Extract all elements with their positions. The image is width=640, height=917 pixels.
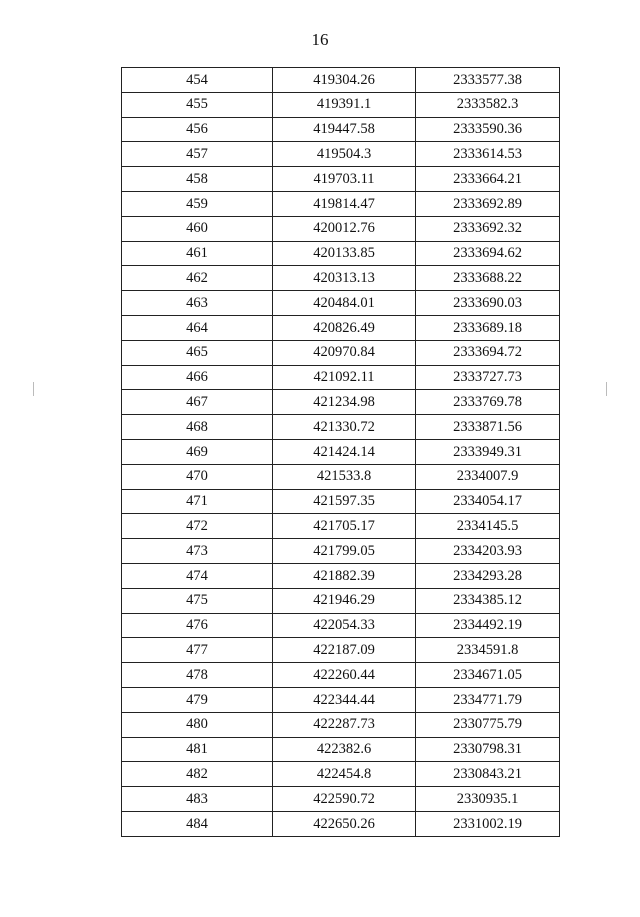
point-number-cell: 482 [122,762,273,787]
x-coordinate-cell: 422054.33 [273,613,416,638]
x-coordinate-cell: 419703.11 [273,167,416,192]
y-coordinate-cell: 2333949.31 [416,439,560,464]
coordinates-table [121,67,560,837]
table-row [122,712,560,737]
y-coordinate-cell: 2334591.8 [416,638,560,663]
y-coordinate-cell: 2333582.3 [416,92,560,117]
table-row [122,687,560,712]
table-row [122,142,560,167]
y-coordinate-cell: 2333727.73 [416,365,560,390]
table-row [122,315,560,340]
y-coordinate-cell: 2333694.62 [416,241,560,266]
point-number-cell: 457 [122,142,273,167]
table-row [122,737,560,762]
point-number-cell: 460 [122,216,273,241]
point-number-cell: 458 [122,167,273,192]
table-row [122,340,560,365]
point-number-cell: 469 [122,439,273,464]
point-number-cell: 461 [122,241,273,266]
x-coordinate-cell: 419391.1 [273,92,416,117]
x-coordinate-cell: 421092.11 [273,365,416,390]
y-coordinate-cell: 2334492.19 [416,613,560,638]
x-coordinate-cell: 421533.8 [273,464,416,489]
x-coordinate-cell: 421882.39 [273,563,416,588]
point-number-cell: 479 [122,687,273,712]
y-coordinate-cell: 2334385.12 [416,588,560,613]
x-coordinate-cell: 421424.14 [273,439,416,464]
y-coordinate-cell: 2333688.22 [416,266,560,291]
point-number-cell: 454 [122,68,273,93]
x-coordinate-cell: 422344.44 [273,687,416,712]
y-coordinate-cell: 2333690.03 [416,291,560,316]
table-row [122,365,560,390]
x-coordinate-cell: 422650.26 [273,811,416,836]
table-row [122,663,560,688]
point-number-cell: 481 [122,737,273,762]
y-coordinate-cell: 2334145.5 [416,514,560,539]
table-row [122,588,560,613]
table-row [122,291,560,316]
x-coordinate-cell: 420970.84 [273,340,416,365]
x-coordinate-cell: 420133.85 [273,241,416,266]
point-number-cell: 466 [122,365,273,390]
point-number-cell: 468 [122,415,273,440]
table-row [122,787,560,812]
point-number-cell: 463 [122,291,273,316]
table-row [122,439,560,464]
x-coordinate-cell: 421799.05 [273,539,416,564]
table-row [122,68,560,93]
point-number-cell: 483 [122,787,273,812]
point-number-cell: 484 [122,811,273,836]
table-row [122,638,560,663]
x-coordinate-cell: 419447.58 [273,117,416,142]
x-coordinate-cell: 421330.72 [273,415,416,440]
left-margin-mark [33,382,34,396]
x-coordinate-cell: 422287.73 [273,712,416,737]
right-margin-mark [606,382,607,396]
point-number-cell: 478 [122,663,273,688]
x-coordinate-cell: 420012.76 [273,216,416,241]
table-row [122,762,560,787]
point-number-cell: 472 [122,514,273,539]
x-coordinate-cell: 422590.72 [273,787,416,812]
table-row [122,489,560,514]
x-coordinate-cell: 421705.17 [273,514,416,539]
table-row [122,241,560,266]
y-coordinate-cell: 2333664.21 [416,167,560,192]
y-coordinate-cell: 2334203.93 [416,539,560,564]
y-coordinate-cell: 2333614.53 [416,142,560,167]
y-coordinate-cell: 2334293.28 [416,563,560,588]
point-number-cell: 475 [122,588,273,613]
table-row [122,390,560,415]
point-number-cell: 465 [122,340,273,365]
y-coordinate-cell: 2330775.79 [416,712,560,737]
y-coordinate-cell: 2333769.78 [416,390,560,415]
table-row [122,117,560,142]
point-number-cell: 455 [122,92,273,117]
page-number: 16 [311,30,329,49]
table-row [122,811,560,836]
y-coordinate-cell: 2330935.1 [416,787,560,812]
table-row [122,539,560,564]
table-row [122,563,560,588]
point-number-cell: 471 [122,489,273,514]
y-coordinate-cell: 2334007.9 [416,464,560,489]
table-row [122,191,560,216]
x-coordinate-cell: 420313.13 [273,266,416,291]
point-number-cell: 459 [122,191,273,216]
point-number-cell: 462 [122,266,273,291]
x-coordinate-cell: 419304.26 [273,68,416,93]
point-number-cell: 476 [122,613,273,638]
y-coordinate-cell: 2334671.05 [416,663,560,688]
x-coordinate-cell: 422454.8 [273,762,416,787]
table-row [122,266,560,291]
y-coordinate-cell: 2333694.72 [416,340,560,365]
x-coordinate-cell: 421946.29 [273,588,416,613]
x-coordinate-cell: 421234.98 [273,390,416,415]
x-coordinate-cell: 422187.09 [273,638,416,663]
x-coordinate-cell: 419504.3 [273,142,416,167]
x-coordinate-cell: 420826.49 [273,315,416,340]
point-number-cell: 464 [122,315,273,340]
table-row [122,167,560,192]
y-coordinate-cell: 2330843.21 [416,762,560,787]
x-coordinate-cell: 419814.47 [273,191,416,216]
table-row [122,92,560,117]
point-number-cell: 474 [122,563,273,588]
point-number-cell: 470 [122,464,273,489]
table-row [122,613,560,638]
y-coordinate-cell: 2334054.17 [416,489,560,514]
table-row [122,464,560,489]
table-row [122,514,560,539]
x-coordinate-cell: 422382.6 [273,737,416,762]
x-coordinate-cell: 422260.44 [273,663,416,688]
table-row [122,216,560,241]
point-number-cell: 467 [122,390,273,415]
y-coordinate-cell: 2333692.89 [416,191,560,216]
y-coordinate-cell: 2333577.38 [416,68,560,93]
y-coordinate-cell: 2330798.31 [416,737,560,762]
coordinates-table-body [122,68,560,837]
point-number-cell: 480 [122,712,273,737]
point-number-cell: 477 [122,638,273,663]
x-coordinate-cell: 420484.01 [273,291,416,316]
y-coordinate-cell: 2333692.32 [416,216,560,241]
point-number-cell: 456 [122,117,273,142]
x-coordinate-cell: 421597.35 [273,489,416,514]
y-coordinate-cell: 2331002.19 [416,811,560,836]
y-coordinate-cell: 2333590.36 [416,117,560,142]
table-row [122,415,560,440]
point-number-cell: 473 [122,539,273,564]
y-coordinate-cell: 2334771.79 [416,687,560,712]
y-coordinate-cell: 2333871.56 [416,415,560,440]
y-coordinate-cell: 2333689.18 [416,315,560,340]
